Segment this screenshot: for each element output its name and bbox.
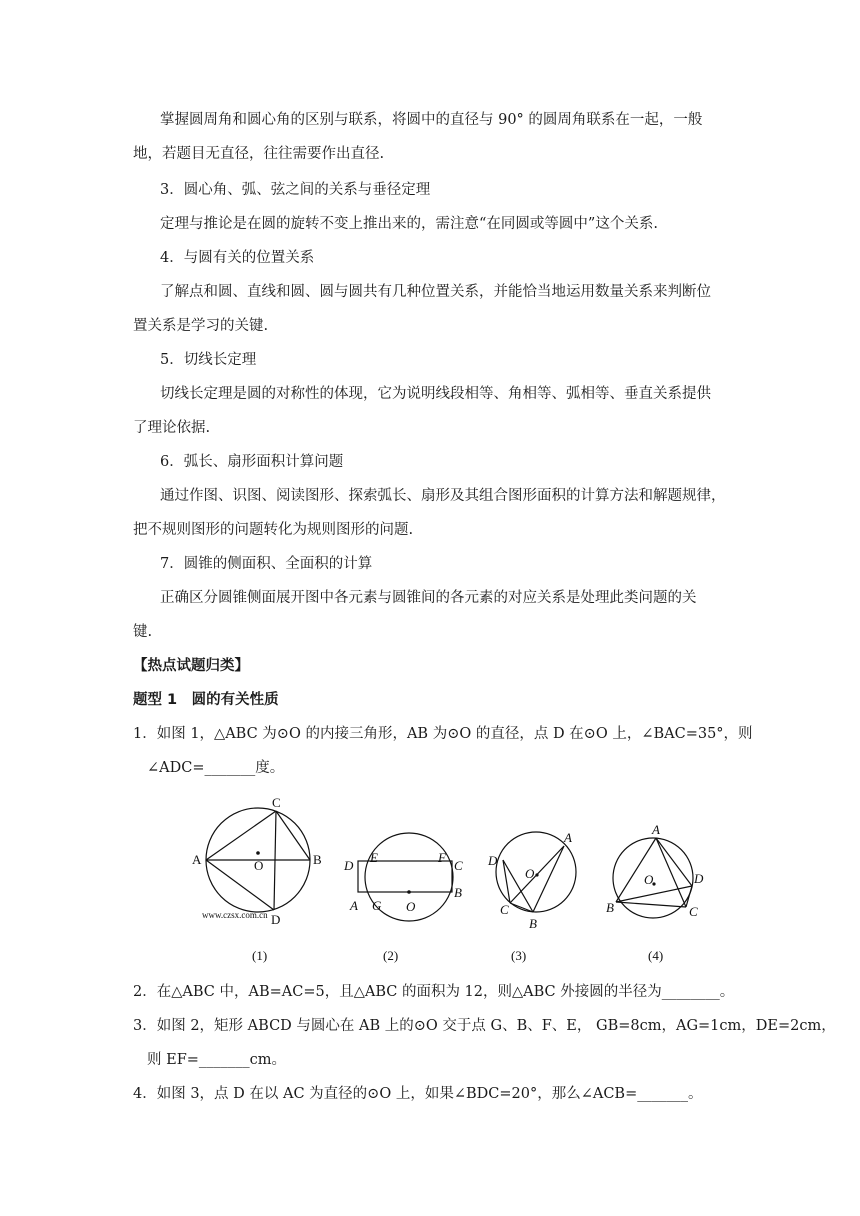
fig4-label-a: A [652,822,660,837]
paragraph-line: 键. [133,624,153,640]
fig4-chord-ab [616,838,656,902]
figures-row [186,790,706,968]
fig4-label-d: D [694,871,704,886]
figure-3 [487,830,576,963]
fig3-label-o: O [525,866,535,881]
paragraph-line: 切线长定理是圆的对称性的体现，它为说明线段相等、角相等、弧相等、垂直关系提供 [160,386,711,402]
fig2-label-e: E [370,850,378,865]
figure-4 [606,822,704,963]
fig1-caption: (1) [252,948,268,963]
fig3-caption: (3) [511,948,527,963]
fig2-label-a: A [350,898,358,913]
question-2: 2．在△ABC 中，AB=AC=5，且△ABC 的面积为 12，则△ABC 外接圆的半径为________。 [133,984,735,1000]
fig3-center-dot [535,873,538,876]
fig3-label-a: A [564,830,572,845]
fig3-label-c: C [500,902,509,917]
fig4-label-b: B [606,900,614,915]
paragraph-line: 了解点和圆、直线和圆、圆与圆共有几种位置关系，并能恰当地运用数量关系来判断位 [160,284,711,300]
fig1-label-d: D [271,912,281,927]
fig3-label-d: D [488,853,498,868]
question-3-line-2: 则 EF=_______cm。 [147,1052,287,1068]
subheading-4: 4．与圆有关的位置关系 [160,250,315,266]
question-1-line-1: 1．如图 1，△ABC 为⊙O 的内接三角形，AB 为⊙O 的直径，点 D 在⊙O 上，∠BAC=35°，则 [133,726,753,742]
subheading-7: 7．圆锥的侧面积、全面积的计算 [160,556,373,572]
geometry-figures [186,790,706,968]
section-heading: 【热点试题归类】 [133,658,249,674]
fig4-label-o: O [644,872,654,887]
fig3-label-b: B [529,916,537,931]
fig1-chord-ad [206,860,274,910]
fig2-rectangle [358,861,452,892]
fig2-caption: (2) [383,948,399,963]
paragraph-line: 把不规则图形的问题转化为规则图形的问题. [133,522,414,538]
fig2-label-o: O [406,899,416,914]
paragraph-line: 定理与推论是在圆的旋转不变上推出来的，需注意“在同圆或等圆中”这个关系. [160,216,658,232]
subheading-3: 3．圆心角、弧、弦之间的关系与垂径定理 [160,182,431,198]
fig1-label-c: C [272,795,281,810]
fig3-chord-cb [510,903,533,912]
paragraph-line: 正确区分圆锥侧面展开图中各元素与圆锥间的各元素的对应关系是处理此类问题的关 [160,590,697,606]
question-3-line-1: 3．如图 2，矩形 ABCD 与圆心在 AB 上的⊙O 交于点 G、B、F、E， GB=8cm，AG=1cm，DE=2cm， [133,1018,836,1034]
fig2-label-f: F [438,850,446,865]
fig1-chord-cb [276,811,310,860]
question-1-line-2: ∠ADC=_______度。 [147,760,285,776]
fig2-label-g: G [372,898,382,913]
type-heading: 题型 1 圆的有关性质 [133,692,279,708]
fig1-label-o: O [254,858,264,873]
fig1-chord-ac [206,811,276,860]
fig1-label-a: A [192,852,202,867]
paragraph-line: 掌握圆周角和圆心角的区别与联系，将圆中的直径与 90° 的圆周角联系在一起，一般 [160,112,703,128]
figure-2 [343,833,463,963]
question-4: 4．如图 3，点 D 在以 AC 为直径的⊙O 上，如果∠BDC=20°，那么∠ACB=_______。 [133,1086,703,1102]
fig1-label-b: B [313,852,322,867]
fig2-label-d: D [344,858,354,873]
paragraph-line: 置关系是学习的关键. [133,318,269,334]
fig2-label-c: C [454,858,463,873]
fig1-center-dot [256,851,260,855]
fig4-label-c: C [689,904,698,919]
figure-1 [192,795,322,963]
fig4-chord-bc [616,902,686,907]
paragraph-line: 地，若题目无直径，往往需要作出直径. [133,146,385,162]
fig2-label-b: B [454,885,462,900]
watermark: www.czsx.com.cn [202,910,268,920]
fig4-caption: (4) [648,948,664,963]
subheading-5: 5．切线长定理 [160,352,257,368]
paragraph-line: 通过作图、识图、阅读图形、探索弧长、扇形及其组合图形面积的计算方法和解题规律， [160,488,726,504]
fig3-chord-ab [533,846,564,912]
fig2-center-dot [407,890,411,894]
subheading-6: 6．弧长、扇形面积计算问题 [160,454,344,470]
paragraph-line: 了理论依据. [133,420,211,436]
